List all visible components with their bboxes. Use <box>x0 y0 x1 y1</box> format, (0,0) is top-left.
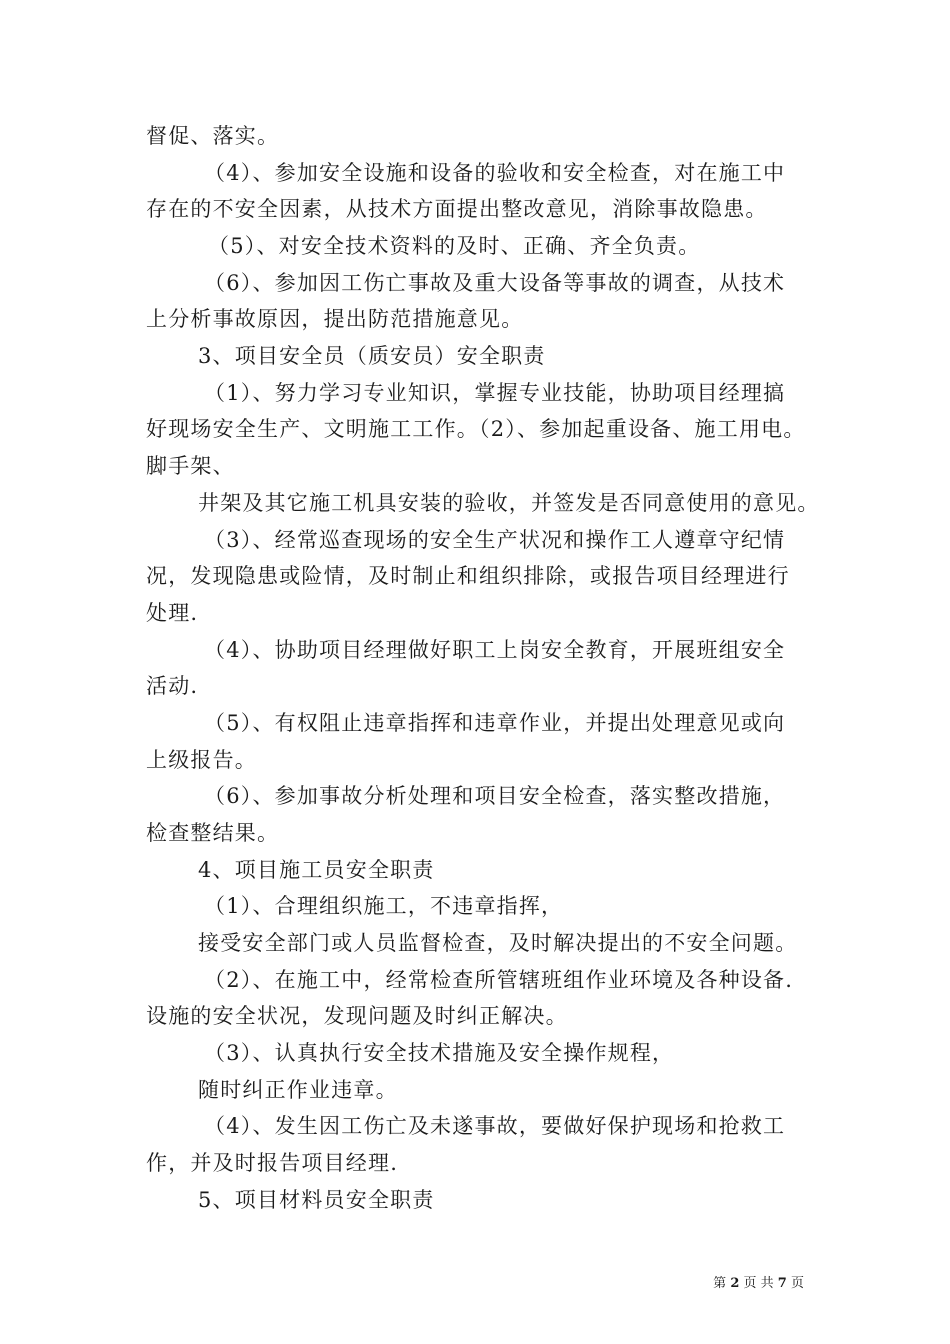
text-line: 活动. <box>146 674 199 698</box>
text-line: 上分析事故原因，提出防范措施意见。 <box>146 307 524 331</box>
text-line: 存在的不安全因素，从技术方面提出整改意见，消除事故隐患。 <box>146 197 768 221</box>
text-line: 好现场安全生产、文明施工工作。（2）、参加起重设备、施工用电。 <box>146 417 806 441</box>
text-line: 处理. <box>146 601 199 625</box>
text-line: （4）、发生因工伤亡及未遂事故，要做好保护现场和抢救工 <box>204 1114 786 1138</box>
text-line: （3）、认真执行安全技术措施及安全操作规程， <box>204 1041 675 1065</box>
text-line: （2）、在施工中，经常检查所管辖班组作业环境及各种设备. <box>204 968 794 992</box>
text-line: 井架及其它施工机具安装的验收，并签发是否同意使用的意见。 <box>198 491 820 515</box>
text-line: （4）、协助项目经理做好职工上岗安全教育，开展班组安全 <box>204 638 786 662</box>
section-heading: 4、项目施工员安全职责 <box>198 858 435 882</box>
text-line: （1）、努力学习专业知识，掌握专业技能，协助项目经理搞 <box>204 381 786 405</box>
text-line: 上级报告。 <box>146 748 257 772</box>
text-line: 随时纠正作业违章。 <box>198 1078 398 1102</box>
current-page-number: 2 <box>730 1276 740 1291</box>
text-line: 作，并及时报告项目经理. <box>146 1151 399 1175</box>
text-line: （6）、参加因工伤亡事故及重大设备等事故的调查，从技术 <box>204 271 786 295</box>
text-line: （6）、参加事故分析处理和项目安全检查，落实整改措施， <box>204 784 786 808</box>
text-line: 督促、落实。 <box>146 124 280 148</box>
page-footer <box>713 1276 804 1292</box>
section-heading: 5、项目材料员安全职责 <box>198 1188 435 1212</box>
footer-prefix: 第 <box>713 1276 727 1291</box>
text-line: （4）、参加安全设施和设备的验收和安全检查，对在施工中 <box>204 161 786 185</box>
footer-middle: 页 共 <box>743 1276 774 1291</box>
total-page-number: 7 <box>777 1276 787 1291</box>
text-line: 况，发现隐患或险情，及时制止和组织排除，或报告项目经理进行 <box>146 564 790 588</box>
text-line: （5）、有权阻止违章指挥和违章作业，并提出处理意见或向 <box>204 711 786 735</box>
text-line: 脚手架、 <box>146 454 235 478</box>
text-line: （1）、合理组织施工，不违章指挥， <box>204 894 564 918</box>
footer-suffix: 页 <box>790 1276 804 1291</box>
text-line: 设施的安全状况，发现问题及时纠正解决。 <box>146 1004 568 1028</box>
text-line: （3）、经常巡查现场的安全生产状况和操作工人遵章守纪情 <box>204 528 786 552</box>
text-line: 接受安全部门或人员监督检查，及时解决提出的不安全问题。 <box>198 931 798 955</box>
text-line: （5）、对安全技术资料的及时、正确、齐全负责。 <box>208 234 701 258</box>
section-heading: 3、项目安全员（质安员）安全职责 <box>198 344 546 368</box>
text-line: 检查整结果。 <box>146 821 280 845</box>
